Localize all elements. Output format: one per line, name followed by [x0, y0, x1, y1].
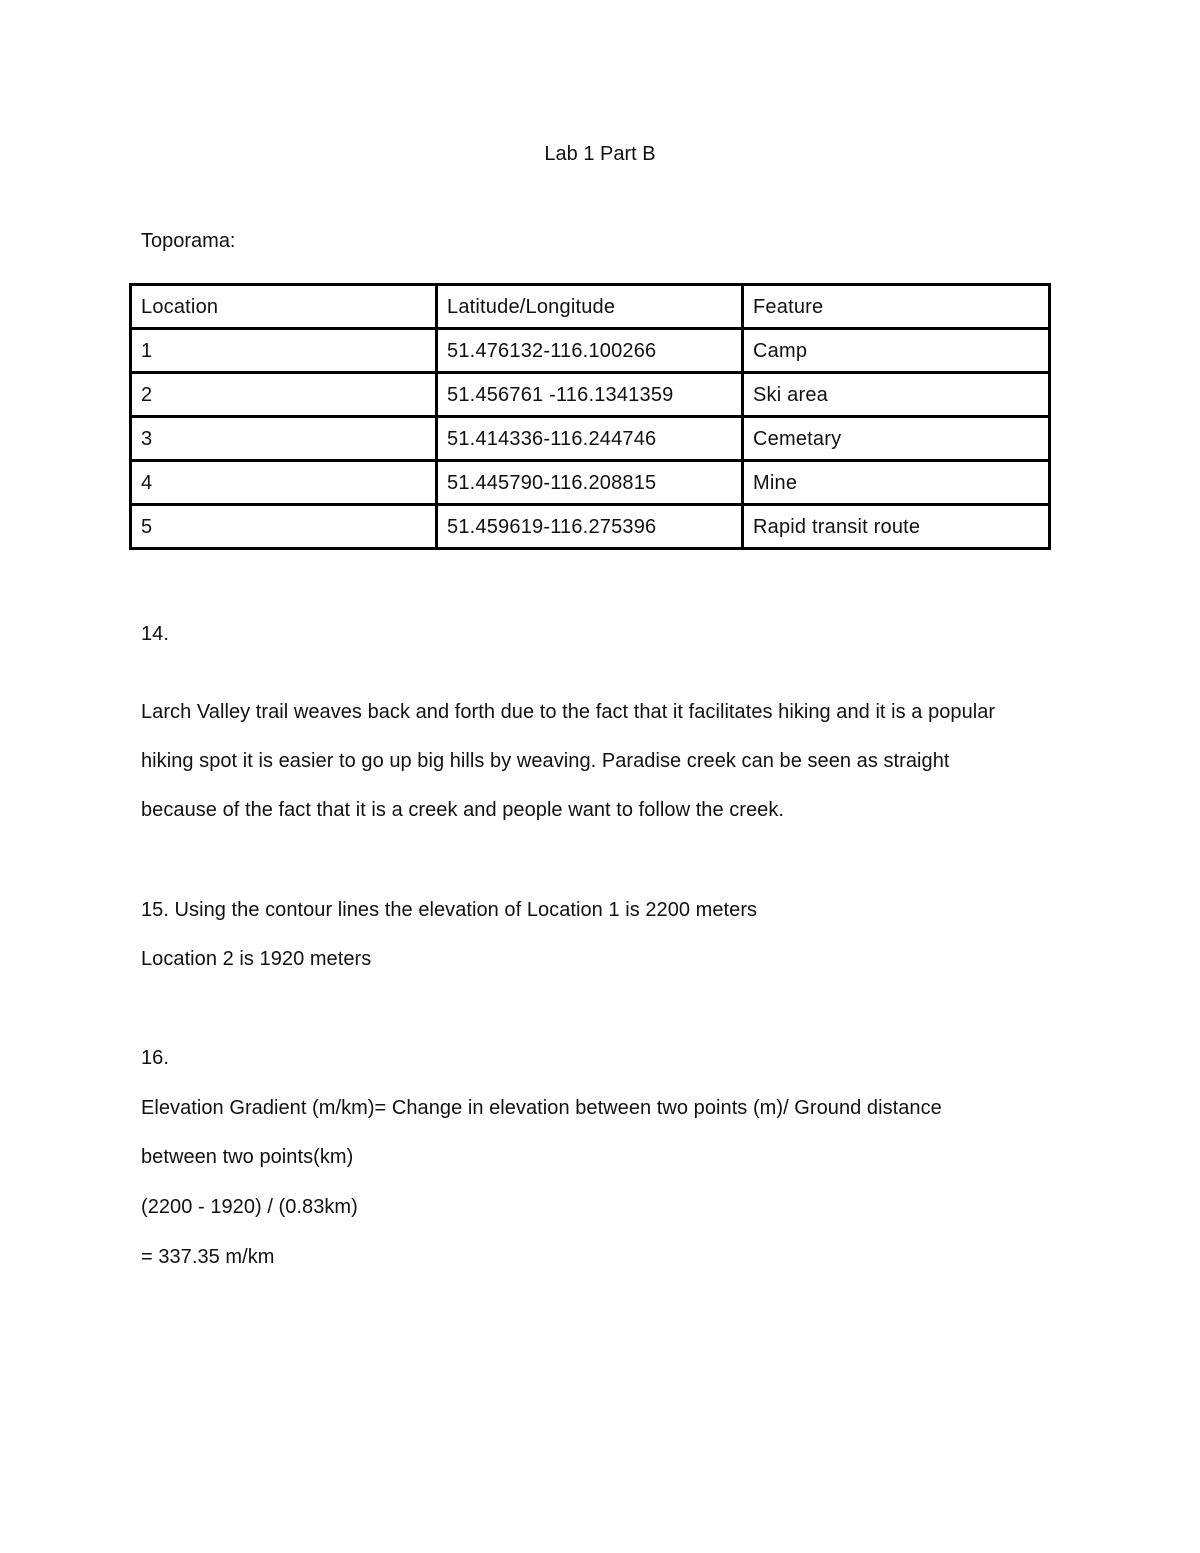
table-row — [131, 461, 1050, 505]
question-14-line: hiking spot it is easier to go up big hills by weaving. Paradise creek can be seen as straight — [141, 750, 950, 772]
table-cell: 1 — [131, 329, 437, 373]
question-15-line: Location 2 is 1920 meters — [141, 948, 372, 970]
question-16-number: 16. — [141, 1047, 169, 1069]
question-14-number: 14. — [141, 623, 169, 645]
question-16-line: Elevation Gradient (m/km)= Change in elevation between two points (m)/ Ground distance — [141, 1097, 942, 1119]
table-row — [131, 417, 1050, 461]
table-cell: 51.445790-116.208815 — [437, 461, 743, 505]
table-cell: 4 — [131, 461, 437, 505]
table-row — [131, 505, 1050, 549]
table-cell: 51.459619-116.275396 — [437, 505, 743, 549]
table-cell: 2 — [131, 373, 437, 417]
table-header-cell: Location — [131, 285, 437, 329]
section-label: Toporama: — [141, 230, 236, 252]
table-cell: 5 — [131, 505, 437, 549]
table-header-row — [131, 285, 1050, 329]
question-15-line: 15. Using the contour lines the elevation of Location 1 is 2200 meters — [141, 899, 758, 921]
table-cell: 51.456761 -116.1341359 — [437, 373, 743, 417]
question-16-line: between two points(km) — [141, 1146, 354, 1168]
question-16-line: = 337.35 m/km — [141, 1246, 275, 1268]
question-14-line: Larch Valley trail weaves back and forth due to the fact that it facilitates hiking and it is a popular — [141, 701, 996, 723]
table-cell: 51.476132-116.100266 — [437, 329, 743, 373]
table-cell: Rapid transit route — [743, 505, 1050, 549]
table-cell: 51.414336-116.244746 — [437, 417, 743, 461]
page-title: Lab 1 Part B — [544, 143, 656, 165]
table-header-cell: Feature — [743, 285, 1050, 329]
table-cell: Mine — [743, 461, 1050, 505]
location-table — [129, 283, 1051, 550]
table-cell: Cemetary — [743, 417, 1050, 461]
table-cell: Camp — [743, 329, 1050, 373]
table-header-cell: Latitude/Longitude — [437, 285, 743, 329]
question-16-line: (2200 - 1920) / (0.83km) — [141, 1196, 358, 1218]
table-cell: Ski area — [743, 373, 1050, 417]
table-row — [131, 373, 1050, 417]
question-14-line: because of the fact that it is a creek and people want to follow the creek. — [141, 799, 785, 821]
table-row — [131, 329, 1050, 373]
table-cell: 3 — [131, 417, 437, 461]
